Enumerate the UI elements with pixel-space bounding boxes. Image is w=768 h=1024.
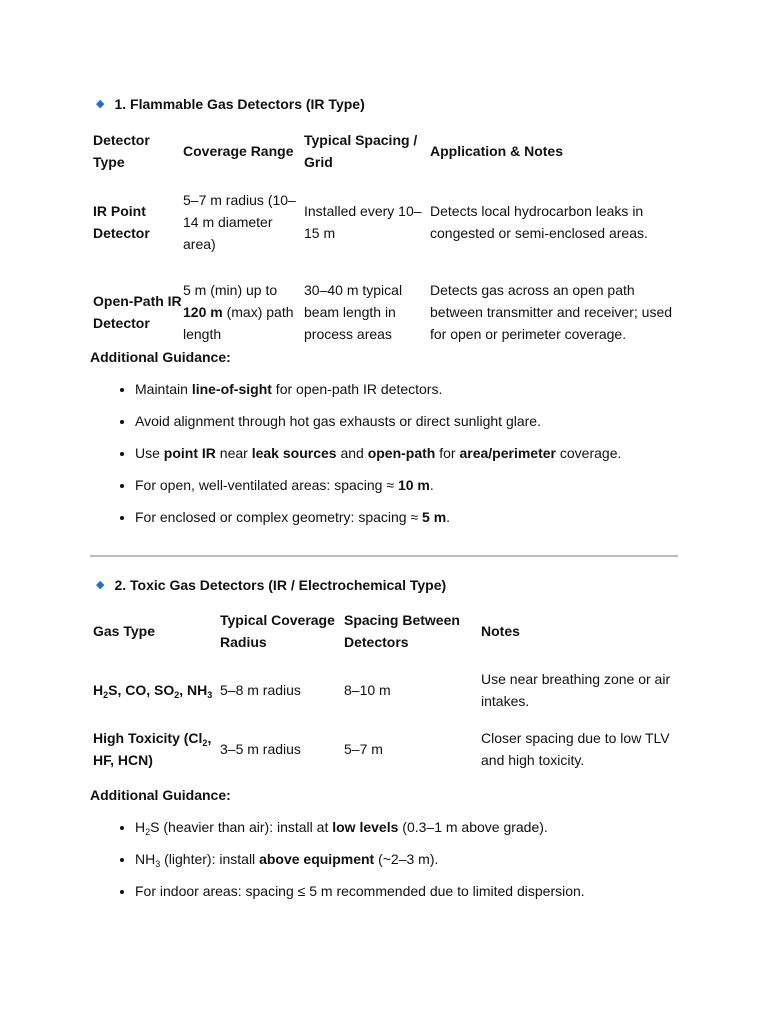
coverage-cell: 5–7 m radius (10–14 m diameter area): [183, 192, 296, 252]
toxic-detectors-table: [93, 609, 678, 771]
section-2-heading: [96, 574, 446, 596]
section-1-title: 1. Flammable Gas Detectors (IR Type): [114, 96, 365, 112]
column-header: Coverage Range: [183, 143, 294, 159]
guidance-title: Additional Guidance:: [90, 349, 231, 365]
table-row: [93, 653, 678, 727]
guidance-list: [90, 816, 735, 912]
notes-cell: Detects gas across an open path between transmitter and receiver; used for open or perimeter coverage.: [430, 282, 673, 342]
coverage-cell: [183, 271, 304, 353]
table-row: [93, 727, 678, 771]
list-item: • For enclosed or complex geometry: spacing ≈ 5 m.: [135, 506, 735, 528]
section-divider: [90, 555, 678, 557]
gas-type-cell: High Toxicity ($Cl_2$, HF, HCN): [93, 730, 212, 768]
list-item: • Use point IR near leak sources and open-path for area/perimeter coverage.: [135, 442, 735, 464]
list-item: • $NH_3$ (lighter): install above equipment (~2–3 m).: [135, 848, 735, 870]
section-2-title: 2. Toxic Gas Detectors (IR / Electrochemical Type): [114, 577, 447, 593]
diamond-bullet-icon: ◆: [96, 579, 105, 591]
list-item: • $H_2S$ (heavier than air): install at low levels (0.3–1 m above grade).: [135, 816, 735, 838]
table-row: [93, 271, 678, 353]
coverage-text: 5 m (min) up to: [183, 282, 278, 298]
table-row: [93, 173, 678, 271]
notes-cell: Detects local hydrocarbon leaks in congested or semi-enclosed areas.: [430, 203, 648, 241]
column-header: Gas Type: [93, 623, 155, 639]
column-header: Detector Type: [93, 132, 150, 170]
guidance-title: Additional Guidance:: [90, 787, 231, 803]
section-1-heading: [96, 93, 365, 115]
coverage-cell: 3–5 m radius: [220, 741, 301, 757]
flammable-detectors-table: [93, 129, 678, 353]
coverage-cell: 5–8 m radius: [220, 682, 301, 698]
gas-type-cell: $H_2S$, CO, $SO_2$, $NH_3$: [93, 682, 213, 700]
notes-cell: Closer spacing due to low TLV and high toxicity.: [481, 730, 670, 768]
column-header: Typical Coverage Radius: [220, 612, 335, 650]
guidance-list: [90, 378, 735, 538]
diamond-bullet-icon: ◆: [96, 98, 105, 110]
coverage-max-bold: 120 m: [183, 304, 223, 320]
detector-type-cell: Open-Path IR Detector: [93, 293, 182, 331]
table-header-row: [93, 129, 678, 173]
table-header-row: [93, 609, 678, 653]
coverage-text: (max) path length: [183, 304, 294, 342]
spacing-cell: 8–10 m: [344, 682, 391, 698]
spacing-cell: 5–7 m: [344, 741, 383, 757]
detector-type-cell: IR Point Detector: [93, 203, 150, 241]
spacing-cell: Installed every 10–15 m: [304, 203, 422, 241]
list-item: • For open, well-ventilated areas: spacing ≈ 10 m.: [135, 474, 735, 496]
spacing-cell: 30–40 m typical beam length in process areas: [304, 282, 403, 342]
column-header: Notes: [481, 623, 520, 639]
column-header: Typical Spacing / Grid: [304, 132, 418, 170]
column-header: Application & Notes: [430, 143, 564, 159]
list-item: • Maintain line-of-sight for open-path IR detectors.: [135, 378, 735, 400]
list-item: • For indoor areas: spacing ≤ 5 m recommended due to limited dispersion.: [135, 880, 735, 902]
column-header: Spacing Between Detectors: [344, 612, 460, 650]
list-item: • Avoid alignment through hot gas exhausts or direct sunlight glare.: [135, 410, 735, 432]
notes-cell: Use near breathing zone or air intakes.: [481, 671, 671, 709]
